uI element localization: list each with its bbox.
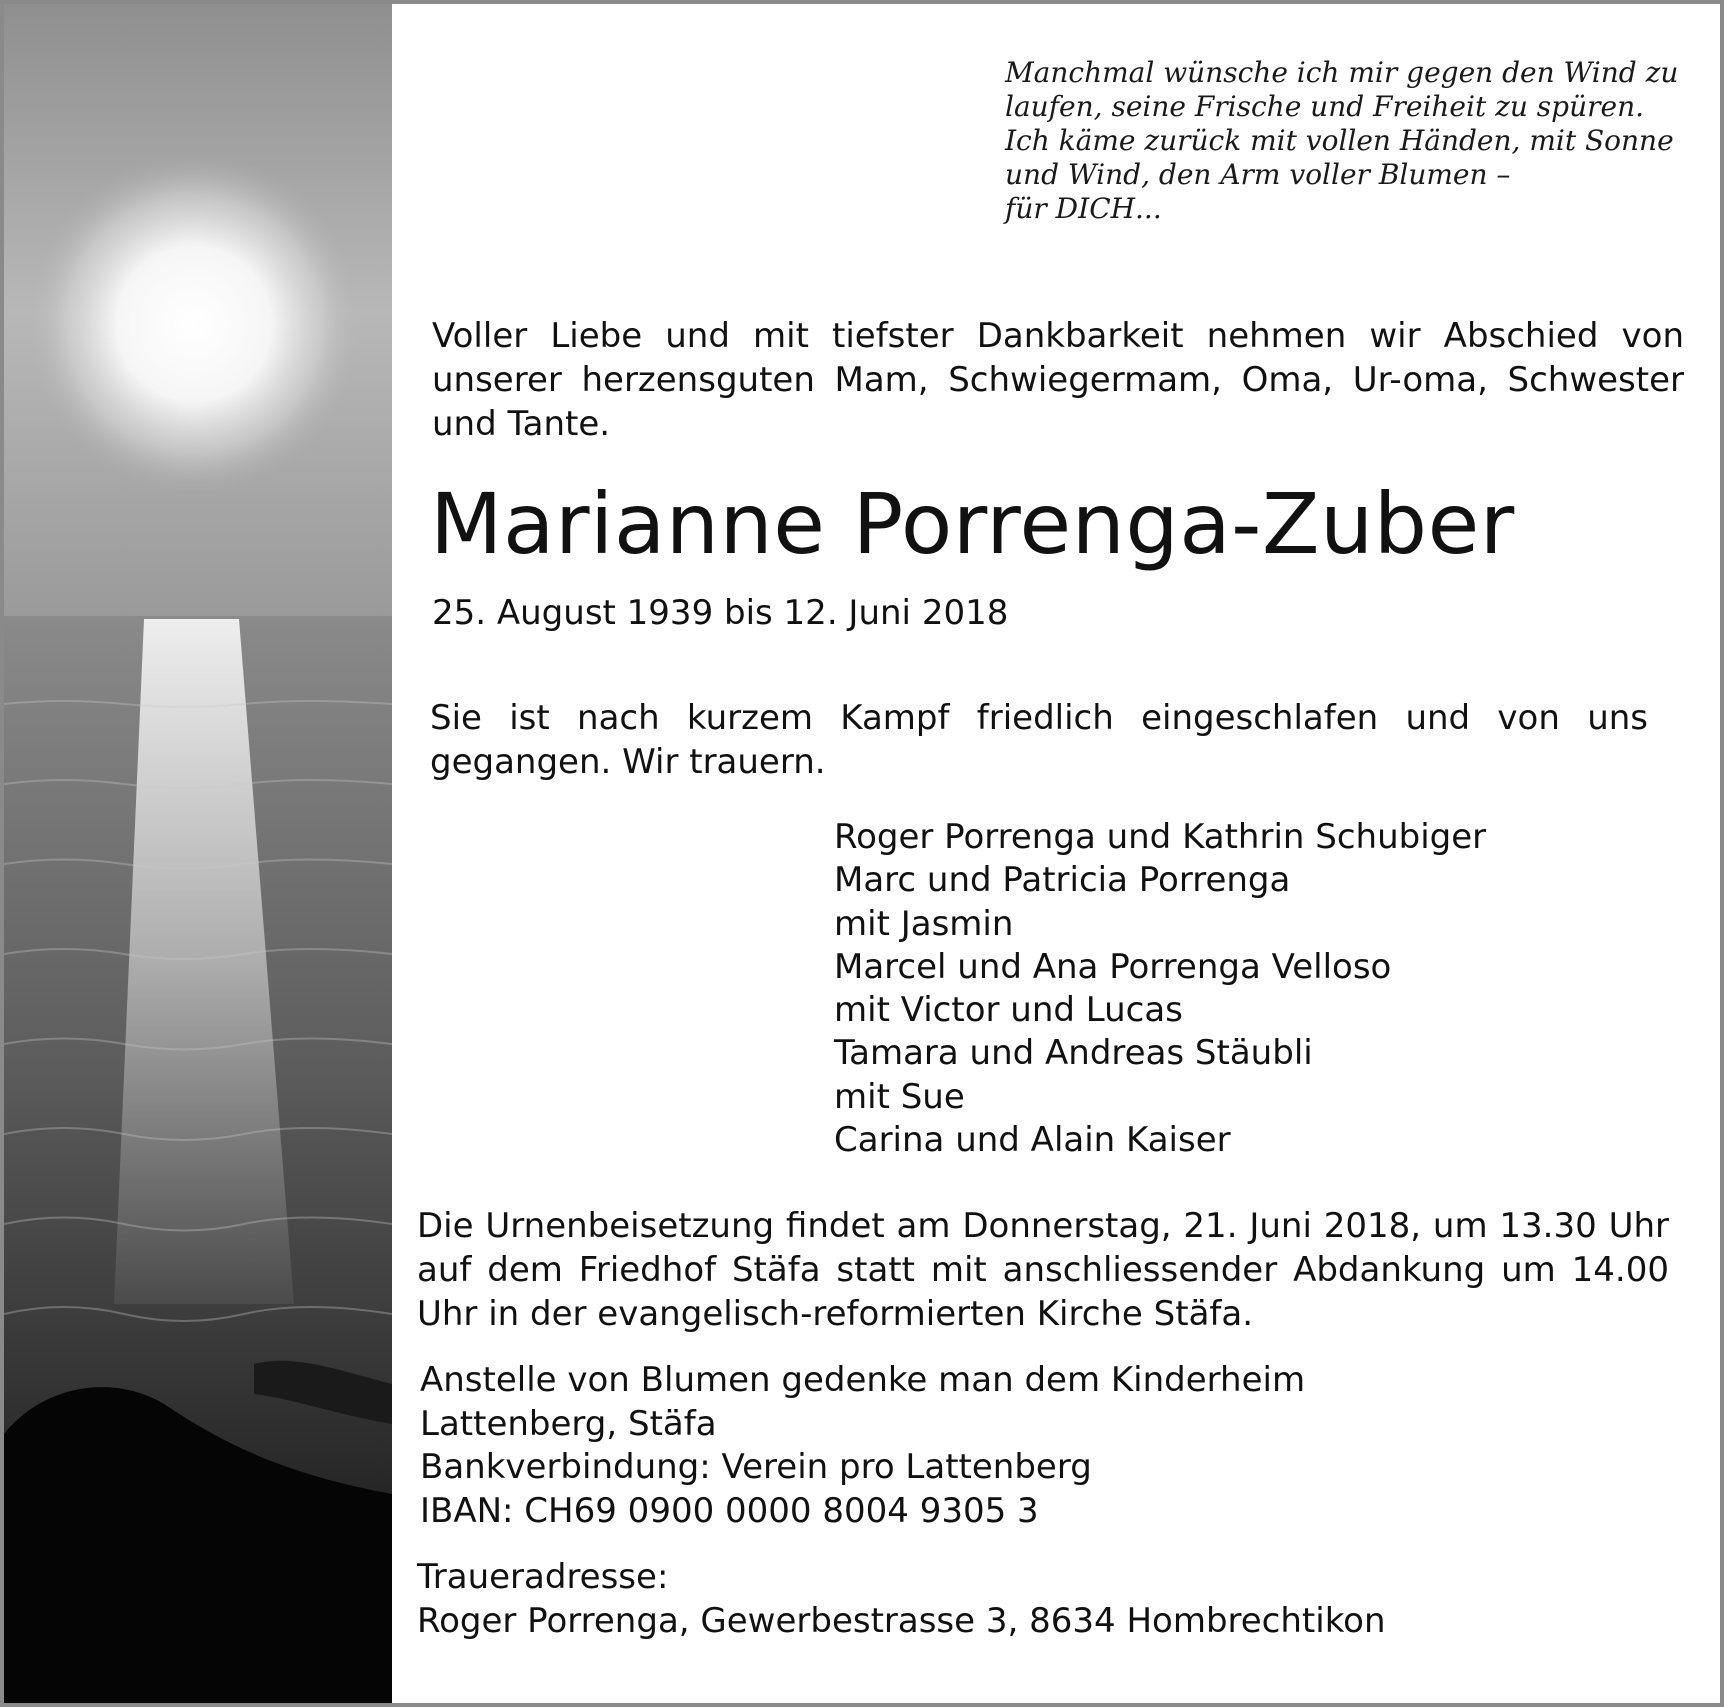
- mourner-line: Roger Porrenga und Kathrin Schubiger: [834, 817, 1487, 857]
- address-line: Roger Porrenga, Gewerbestrasse 3, 8634 Hombrechtikon: [417, 1600, 1386, 1641]
- mourner-line: mit Sue: [834, 1076, 965, 1117]
- deceased-name: Marianne Porrenga-Zuber: [430, 475, 1515, 573]
- poem-quote: [1005, 56, 1679, 226]
- donation-line: Lattenberg, Stäfa: [420, 1403, 717, 1444]
- donation-info: [420, 1359, 1305, 1533]
- service-paragraph: Die Urnenbeisetzung findet am Donnerstag, 21. Juni 2018, um 13.30 Uhr auf dem Friedhof Stäfa statt mit anschliessender Abdankung um 14.00 Uhr in der evangelisch-reformierten Kirche Stäfa.: [417, 1206, 1669, 1334]
- mourner-line: mit Victor und Lucas: [834, 990, 1183, 1031]
- donation-line: Anstelle von Blumen gedenke man dem Kinderheim: [420, 1360, 1306, 1400]
- mourner-line: mit Jasmin: [834, 903, 1014, 944]
- intro-paragraph: Voller Liebe und mit tiefster Dankbarkeit nehmen wir Abschied von unserer herzensguten Mam, Schwiegermam, Oma, Ur-oma, Schwester und Tante.: [432, 316, 1684, 444]
- quote-line: für DICH...: [1005, 192, 1162, 225]
- mourner-line: Marcel und Ana Porrenga Velloso: [834, 946, 1392, 987]
- mourners-list: [834, 816, 1486, 1162]
- quote-line: Manchmal wünsche ich mir gegen den Wind zu: [1005, 56, 1679, 89]
- text-area: [392, 4, 1720, 1703]
- mourner-line: Marc und Patricia Porrenga: [834, 860, 1291, 901]
- mourning-address: [417, 1556, 1386, 1643]
- iban-line: IBAN: CH69 0900 0000 8004 9305 3: [420, 1490, 1039, 1531]
- mourner-line: Tamara und Andreas Stäubli: [834, 1033, 1313, 1074]
- donation-line: Bankverbindung: Verein pro Lattenberg: [420, 1447, 1092, 1487]
- mourner-line: Carina und Alain Kaiser: [834, 1120, 1231, 1161]
- quote-line: und Wind, den Arm voller Blumen –: [1005, 158, 1511, 191]
- life-dates: 25. August 1939 bis 12. Juni 2018: [432, 593, 1009, 633]
- address-label: Traueradresse:: [417, 1557, 669, 1597]
- quote-line: laufen, seine Frische und Freiheit zu spüren.: [1005, 90, 1645, 123]
- sunset-sea-photo: [4, 4, 392, 1703]
- quote-line: Ich käme zurück mit vollen Händen, mit Sonne: [1005, 124, 1674, 157]
- passing-paragraph: Sie ist nach kurzem Kampf friedlich eingeschlafen und von uns gegangen. Wir trauern.: [430, 698, 1648, 782]
- sun: [24, 154, 364, 494]
